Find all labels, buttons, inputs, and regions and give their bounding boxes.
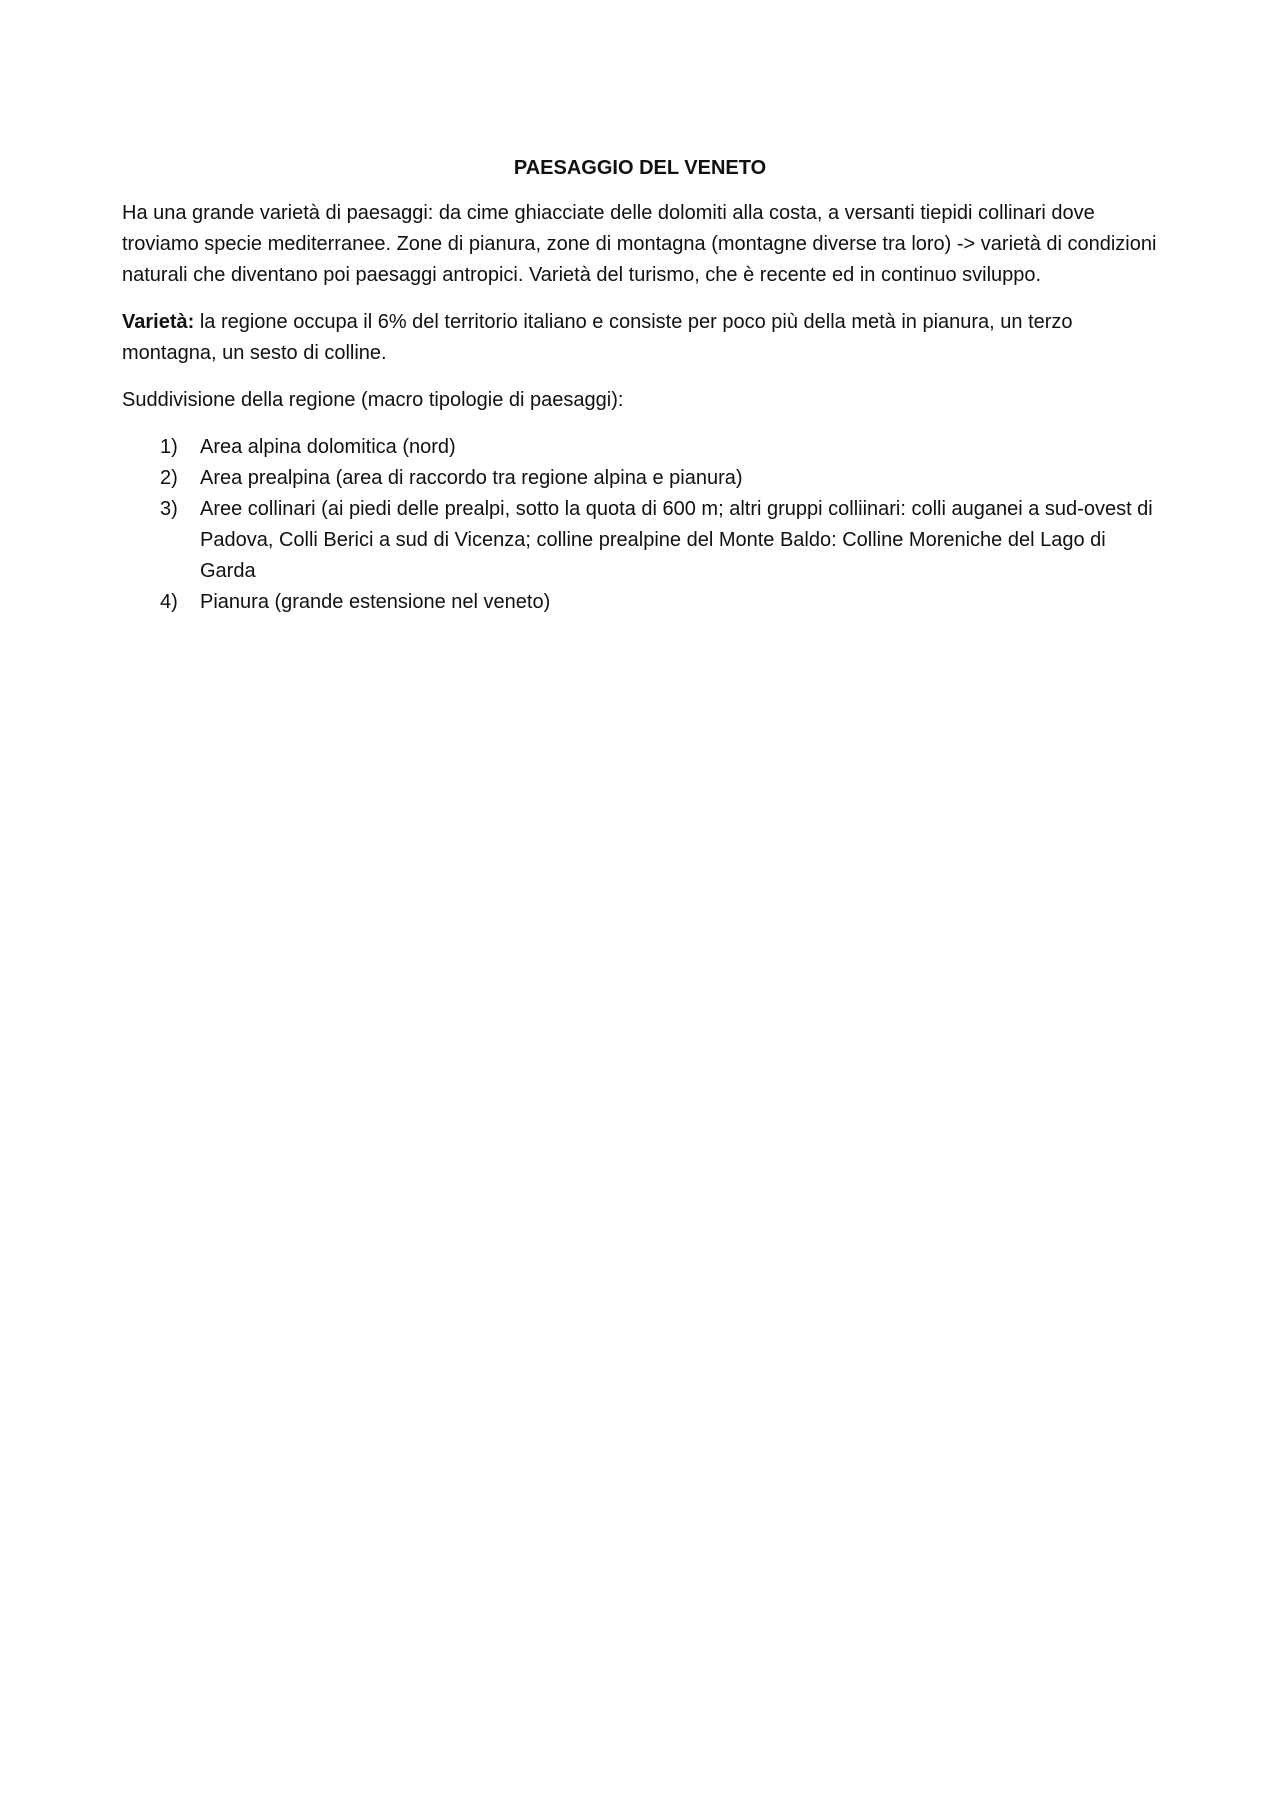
varieta-label: Varietà: xyxy=(122,311,195,333)
list-item-number: 4) xyxy=(160,591,178,613)
list-item xyxy=(122,494,1158,587)
varieta-text: la regione occupa il 6% del territorio italiano e consiste per poco più della metà in pianura, un terzo montagna, un sesto di colline. xyxy=(122,311,1073,364)
landscape-types-list xyxy=(122,432,1158,618)
list-item xyxy=(122,463,1158,494)
list-item xyxy=(122,587,1158,618)
list-item-number: 2) xyxy=(160,467,178,489)
suddivisione-paragraph: Suddivisione della regione (macro tipologie di paesaggi): xyxy=(122,389,624,411)
list-item-text: Aree collinari (ai piedi delle prealpi, sotto la quota di 600 m; altri gruppi colliinari: colli auganei a sud-ovest di Padova, Colli Berici a sud di Vicenza; colline prealpine del Monte Baldo: Colline Moreniche del Lago di Garda xyxy=(200,498,1153,582)
list-item-number: 1) xyxy=(160,436,178,458)
varieta-paragraph xyxy=(122,307,1158,369)
document-body xyxy=(122,153,1158,618)
list-item xyxy=(122,432,1158,463)
list-item-text: Pianura (grande estensione nel veneto) xyxy=(200,591,551,613)
list-item-number: 3) xyxy=(160,498,178,520)
document-title: PAESAGGIO DEL VENETO xyxy=(513,157,767,179)
intro-paragraph: Ha una grande varietà di paesaggi: da cime ghiacciate delle dolomiti alla costa, a versanti tiepidi collinari dove troviamo specie mediterranee. Zone di pianura, zone di montagna (montagne diverse tra loro) -> varietà di condizioni naturali che diventano poi paesaggi antropici. Varietà del turismo, che è recente ed in continuo sviluppo. xyxy=(122,202,1157,286)
list-item-text: Area prealpina (area di raccordo tra regione alpina e pianura) xyxy=(200,467,743,489)
list-item-text: Area alpina dolomitica (nord) xyxy=(200,436,456,458)
